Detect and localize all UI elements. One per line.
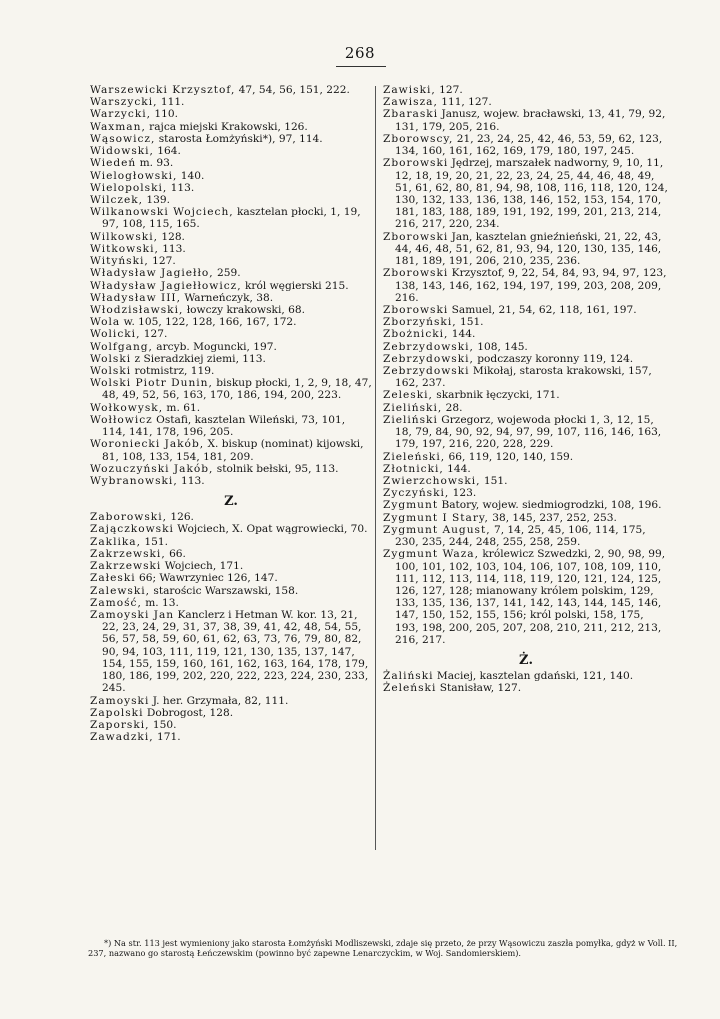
index-entry [383,84,669,96]
entry-references: 28. [442,401,463,414]
entry-references: Kanclerz i Hetman W. kor. 13, 21, 22, 23, 24, 29, 31, 37, 38, 39, 41, 42, 48, 54, 55, 56, 57, 58, 59, 60, 61, 62, 63, 73, 76, 79, 80, 82, 90, 94, 103, 111, 119, 121, 130, 135, 137, 147, 154, 155, 159, 160, 161, 162, 163, 164, 178, 179, 180, 186, 199, 202, 220, 222, 223, 224, 230, 233, 245. [102,608,369,695]
index-entry [90,121,372,133]
entry-references: 21, 23, 24, 25, 42, 46, 53, 59, 62, 123, 134, 160, 161, 162, 169, 179, 180, 197, 245. [395,132,663,158]
entry-references: 111. [157,96,185,109]
entry-name: Żeleński [383,682,437,695]
entry-name: Wąsowicz, [90,132,156,145]
entry-references: 66. [165,547,186,560]
entry-name: Waxman, [90,120,146,133]
entry-name: Zborzyński, [383,316,457,329]
entry-name: Włodzisławski, [90,303,184,316]
entry-references: 144. [443,462,471,475]
entry-references: biskup płocki, 1, 2, 9, 18, 47, 48, 49, 52, 56, 163, 170, 186, 194, 200, 223. [102,377,372,402]
entry-references: Dobrogost, 128. [143,706,234,719]
index-entry [90,695,372,707]
entry-name: Złotnicki, [383,462,444,475]
entry-name: Zbaraski [383,108,439,121]
entry-name: Żaliński [383,670,434,683]
entry-name: Wilczek, [90,193,144,206]
entry-name: Zawiski, [383,84,436,96]
index-entry [383,157,669,230]
index-entry [90,84,372,96]
entry-references: 110. [151,108,178,121]
entry-references: Wojciech, X. Opat wągrowiecki, 70. [173,523,368,536]
index-entry [383,328,669,340]
index-entry [383,402,669,414]
index-column-right [383,84,669,695]
entry-name: Widowski, [90,145,154,158]
index-entry [383,133,669,157]
entry-references: Krzysztof, 9, 22, 54, 84, 93, 94, 97, 123, 138, 143, 146, 162, 194, 197, 199, 203, 208, 209, 216. [395,267,667,304]
entry-references: 151. [480,475,508,487]
entry-name: Zebrzydowski, [383,340,474,353]
entry-references: 259. [213,267,241,280]
entry-references: Maciej, kasztelan gdański, 121, 140. [433,670,634,683]
entry-name: Wolski Piotr Dunin, [90,377,213,390]
index-entry [383,451,669,463]
index-entry [383,670,669,682]
entry-name: Wołkowysk, [90,401,164,414]
entry-references: kasztelan płocki, 1, 19, 97, 108, 115, 165. [102,206,361,231]
index-entry [383,548,669,646]
index-entry [383,353,669,365]
entry-name: Wybranowski, [90,475,178,487]
page-number: 268 [344,44,376,62]
entry-name: Warzycki, [90,108,152,121]
index-entry [90,414,372,438]
index-entry [383,316,669,328]
entry-references: Janusz, wojew. bracławski, 13, 41, 79, 92, 131, 179, 205, 216. [395,108,666,133]
index-entry [90,157,372,169]
entry-name: Zborowski [383,303,449,316]
entry-name: Zborowski [383,230,449,243]
entry-name: Wołłowicz [90,413,153,426]
index-entry [383,108,669,132]
index-entry [90,292,372,304]
entry-references: 127. [140,328,168,341]
index-entry [90,231,372,243]
entry-name: Zamość, [90,596,142,609]
index-entry [90,585,372,597]
entry-references: 127. [435,84,463,96]
index-entry [90,243,372,255]
entry-name: Zyczyński, [383,487,450,500]
entry-references: 123. [449,487,477,500]
entry-references: 171. [153,731,181,744]
index-entry [90,536,372,548]
entry-name: Witkowski, [90,242,159,255]
entry-name: Zajączkowski [90,523,174,536]
entry-references: starościc Warszawski, 158. [150,584,299,597]
entry-name: Wiedeń [90,157,137,170]
index-entry [90,267,372,279]
entry-name: Zborowski [383,157,449,170]
index-entry [383,231,669,268]
index-entry [90,133,372,145]
entry-references: 151. [456,316,484,329]
entry-references: rajca miejski Krakowski, 126. [145,120,308,133]
index-entry [90,475,372,487]
entry-references: stolnik bełski, 95, 113. [213,462,339,475]
entry-references: 47, 54, 56, 151, 222. [235,84,350,96]
entry-name: Wolski [90,365,132,378]
entry-references: Grzegorz, wojewoda płocki 1, 3, 12, 15, 18, 79, 84, 90, 92, 94, 97, 99, 107, 116, 146, 163, 179, 197, 216, 220, 228, 229. [395,413,662,451]
entry-references: arcyb. Moguncki, 197. [152,340,277,353]
entry-name: Zalewski, [90,584,151,597]
entry-name: Władysław Jagiełłowicz, [90,279,242,292]
entry-references: 140. [177,169,205,182]
entry-references: 164. [153,145,181,158]
entry-name: Wola [90,316,121,329]
entry-name: Wielogłowski, [90,169,178,182]
index-entry [383,475,669,487]
index-entry [90,511,372,523]
index-entry [90,463,372,475]
entry-references: starosta Łomżyński*), 97, 114. [155,132,323,145]
entry-name: Zbożnicki, [383,328,449,341]
entry-name: Woroniecki Jakób, [90,438,205,451]
entry-name: Zawadzki, [90,731,154,744]
index-entry [90,377,372,401]
entry-name: Wozuczyński Jakób, [90,462,214,475]
footnote: *) Na str. 113 jest wymieniony jako starosta Łomżyński Modliszewski, zdaje się przeto, że przy Wąsowiczu zaszła pomyłka, gdyż w Voll. II, 237, nazwano go starostą Łeńczewskim (powinno być zapewne Lenarczyckim, w Woj. Sandomierskiem). [88,938,678,959]
index-entry [383,487,669,499]
index-entry [383,267,669,304]
entry-references: Samuel, 21, 54, 62, 118, 161, 197. [448,303,637,316]
entry-name: Władysław Jagiełło, [90,267,214,280]
entry-name: Zawisza, [383,96,438,109]
index-entry [90,206,372,230]
index-entry [90,572,372,584]
index-entry [90,304,372,316]
entry-name: Zwierzchowski, [383,475,481,487]
index-entry [90,255,372,267]
entry-name: Wielopolski, [90,181,168,194]
index-entry [383,341,669,353]
entry-references: podczaszy koronny 119, 124. [473,352,634,365]
entry-references: łowczy krakowski, 68. [183,303,305,316]
entry-references: Ostafi, kasztelan Wileński, 73, 101, 114, 141, 178, 196, 205. [102,413,346,439]
entry-references: król węgierski 215. [241,279,349,292]
entry-references: 113. [158,242,186,255]
index-entry [90,719,372,731]
index-entry [90,96,372,108]
index-entry [90,108,372,120]
entry-references: X. biskup (nominat) kijowski, 81, 108, 133, 154, 181, 209. [102,438,364,463]
entry-references: królewicz Szwedzki, 2, 90, 98, 99, 100, 101, 102, 103, 104, 106, 107, 108, 109, 110, 111, 112, 113, 114, 118, 119, 120, 121, 124, 125, 126, 127, 128; mianowany królem polskim, 129, 133, 135, 136, 137, 141, 142, 143, 144, 145, 146, 147, 150, 152, 155, 156; król polski, 158, 175, 193, 198, 200, 205, 207, 208, 210, 211, 212, 213, 216, 217. [395,548,666,646]
entry-references: m. 93. [136,157,174,170]
entry-references: Jędrzej, marszałek nadworny, 9, 10, 11, 12, 18, 19, 20, 21, 22, 23, 24, 25, 44, 46, 48, 49, 51, 61, 62, 80, 81, 94, 98, 108, 116, 118, 120, 124, 130, 132, 133, 136, 138, 146, 152, 153, 154, 170, 181, 183, 188, 189, 191, 192, 199, 201, 213, 214, 216, 217, 220, 234. [395,157,668,231]
entry-references: rotmistrz, 119. [131,365,215,378]
index-entry [90,523,372,535]
entry-name: Zeleski, [383,389,433,402]
entry-name: Zygmunt Waza, [383,548,479,561]
entry-name: Wolski [90,352,132,365]
index-entry [383,512,669,524]
entry-references: J. her. Grzymała, 82, 111. [149,694,289,707]
index-column-left [90,84,372,743]
index-entry [90,341,372,353]
section-heading: Ż. [518,653,533,669]
index-entry [383,365,669,389]
entry-name: Zaporski, [90,718,150,731]
entry-name: Wilkowski, [90,230,158,243]
entry-references: m. 61. [163,401,201,414]
entry-name: Wilkanowski Wojciech, [90,206,234,219]
entry-name: Zakrzewski [90,560,162,573]
entry-references: Stanisław, 127. [436,682,522,695]
entry-references: 151. [140,535,168,548]
index-entry [90,328,372,340]
entry-references: 7, 14, 25, 45, 106, 114, 175, 230, 235, 244, 248, 255, 258, 259. [395,523,646,549]
entry-name: Zapolski [90,706,144,719]
entry-name: Zakrzewski, [90,547,166,560]
entry-references: 111, 127. [437,96,492,109]
index-entry [90,170,372,182]
entry-name: Warszewicki Krzysztof, [90,84,236,96]
entry-references: m. 13. [141,596,179,609]
entry-references: 127. [148,255,176,268]
entry-references: 126. [166,511,194,524]
index-entry [90,182,372,194]
entry-name: Zamoyski Jan [90,608,175,621]
entry-name: Zygmunt [383,499,439,512]
entry-references: Batory, wojew. siedmiogrodzki, 108, 196. [438,499,662,512]
index-entry [383,389,669,401]
entry-name: Zygmunt August, [383,523,491,536]
index-entry [90,365,372,377]
index-entry [383,96,669,108]
entry-references: Mikołaj, starosta krakowski, 157, 162, 237. [395,365,652,390]
index-entry [383,524,669,548]
entry-references: 66, 119, 120, 140, 159. [445,450,574,463]
entry-name: Zaborowski, [90,511,167,524]
entry-references: 66; Wawrzyniec 126, 147. [135,572,278,585]
entry-references: z Sieradzkiej ziemi, 113. [131,352,266,365]
entry-references: 139. [143,193,171,206]
entry-references: 113. [167,181,195,194]
entry-name: Zborowski [383,267,449,280]
entry-references: 108, 145. [473,340,528,353]
entry-name: Zebrzydowski, [383,352,474,365]
index-entry [90,316,372,328]
entry-references: skarbnik łęczycki, 171. [432,389,560,402]
entry-name: Warszycki, [90,96,158,109]
index-entry [90,402,372,414]
entry-references: Wojciech, 171. [161,560,244,573]
section-heading: Z. [224,494,238,510]
index-entry [90,438,372,462]
index-entry [90,609,372,695]
entry-name: Załeski [90,572,136,585]
index-entry [90,707,372,719]
entry-name: Zebrzydowski [383,365,470,378]
index-entry [383,499,669,511]
index-entry [90,353,372,365]
entry-name: Zamoyski [90,694,150,707]
entry-references: w. 105, 122, 128, 166, 167, 172. [120,316,297,329]
entry-references: 150. [149,718,177,731]
entry-name: Władysław III, [90,291,181,304]
index-entry [90,280,372,292]
entry-name: Wolicki, [90,328,141,341]
entry-name: Zaklika, [90,535,141,548]
index-entry [383,463,669,475]
entry-name: Zieliński [383,413,438,426]
index-entry [90,597,372,609]
column-divider [375,86,376,850]
entry-name: Zieliński, [383,401,443,414]
entry-references: Jan, kasztelan gnieźnieński, 21, 22, 43, 44, 46, 48, 51, 62, 81, 93, 94, 120, 130, 135, 146, 181, 189, 191, 206, 210, 235, 236. [395,230,662,268]
entry-name: Zborowscy, [383,132,454,145]
index-entry [90,560,372,572]
entry-references: Warneńczyk, 38. [180,291,274,304]
entry-references: 38, 145, 237, 252, 253. [488,511,617,524]
index-entry [90,548,372,560]
index-entry [90,194,372,206]
entry-references: 144. [448,328,476,341]
index-entry [90,145,372,157]
index-entry [383,414,669,451]
entry-name: Zygmunt I Stary, [383,511,489,524]
entry-references: 113. [177,475,205,487]
entry-name: Wolfgang, [90,340,153,353]
index-entry [383,304,669,316]
index-entry [90,731,372,743]
index-entry [383,682,669,694]
entry-name: Zieleński, [383,450,446,463]
page-number-rule [336,66,386,67]
entry-references: 128. [157,230,185,243]
entry-name: Wityński, [90,255,149,268]
